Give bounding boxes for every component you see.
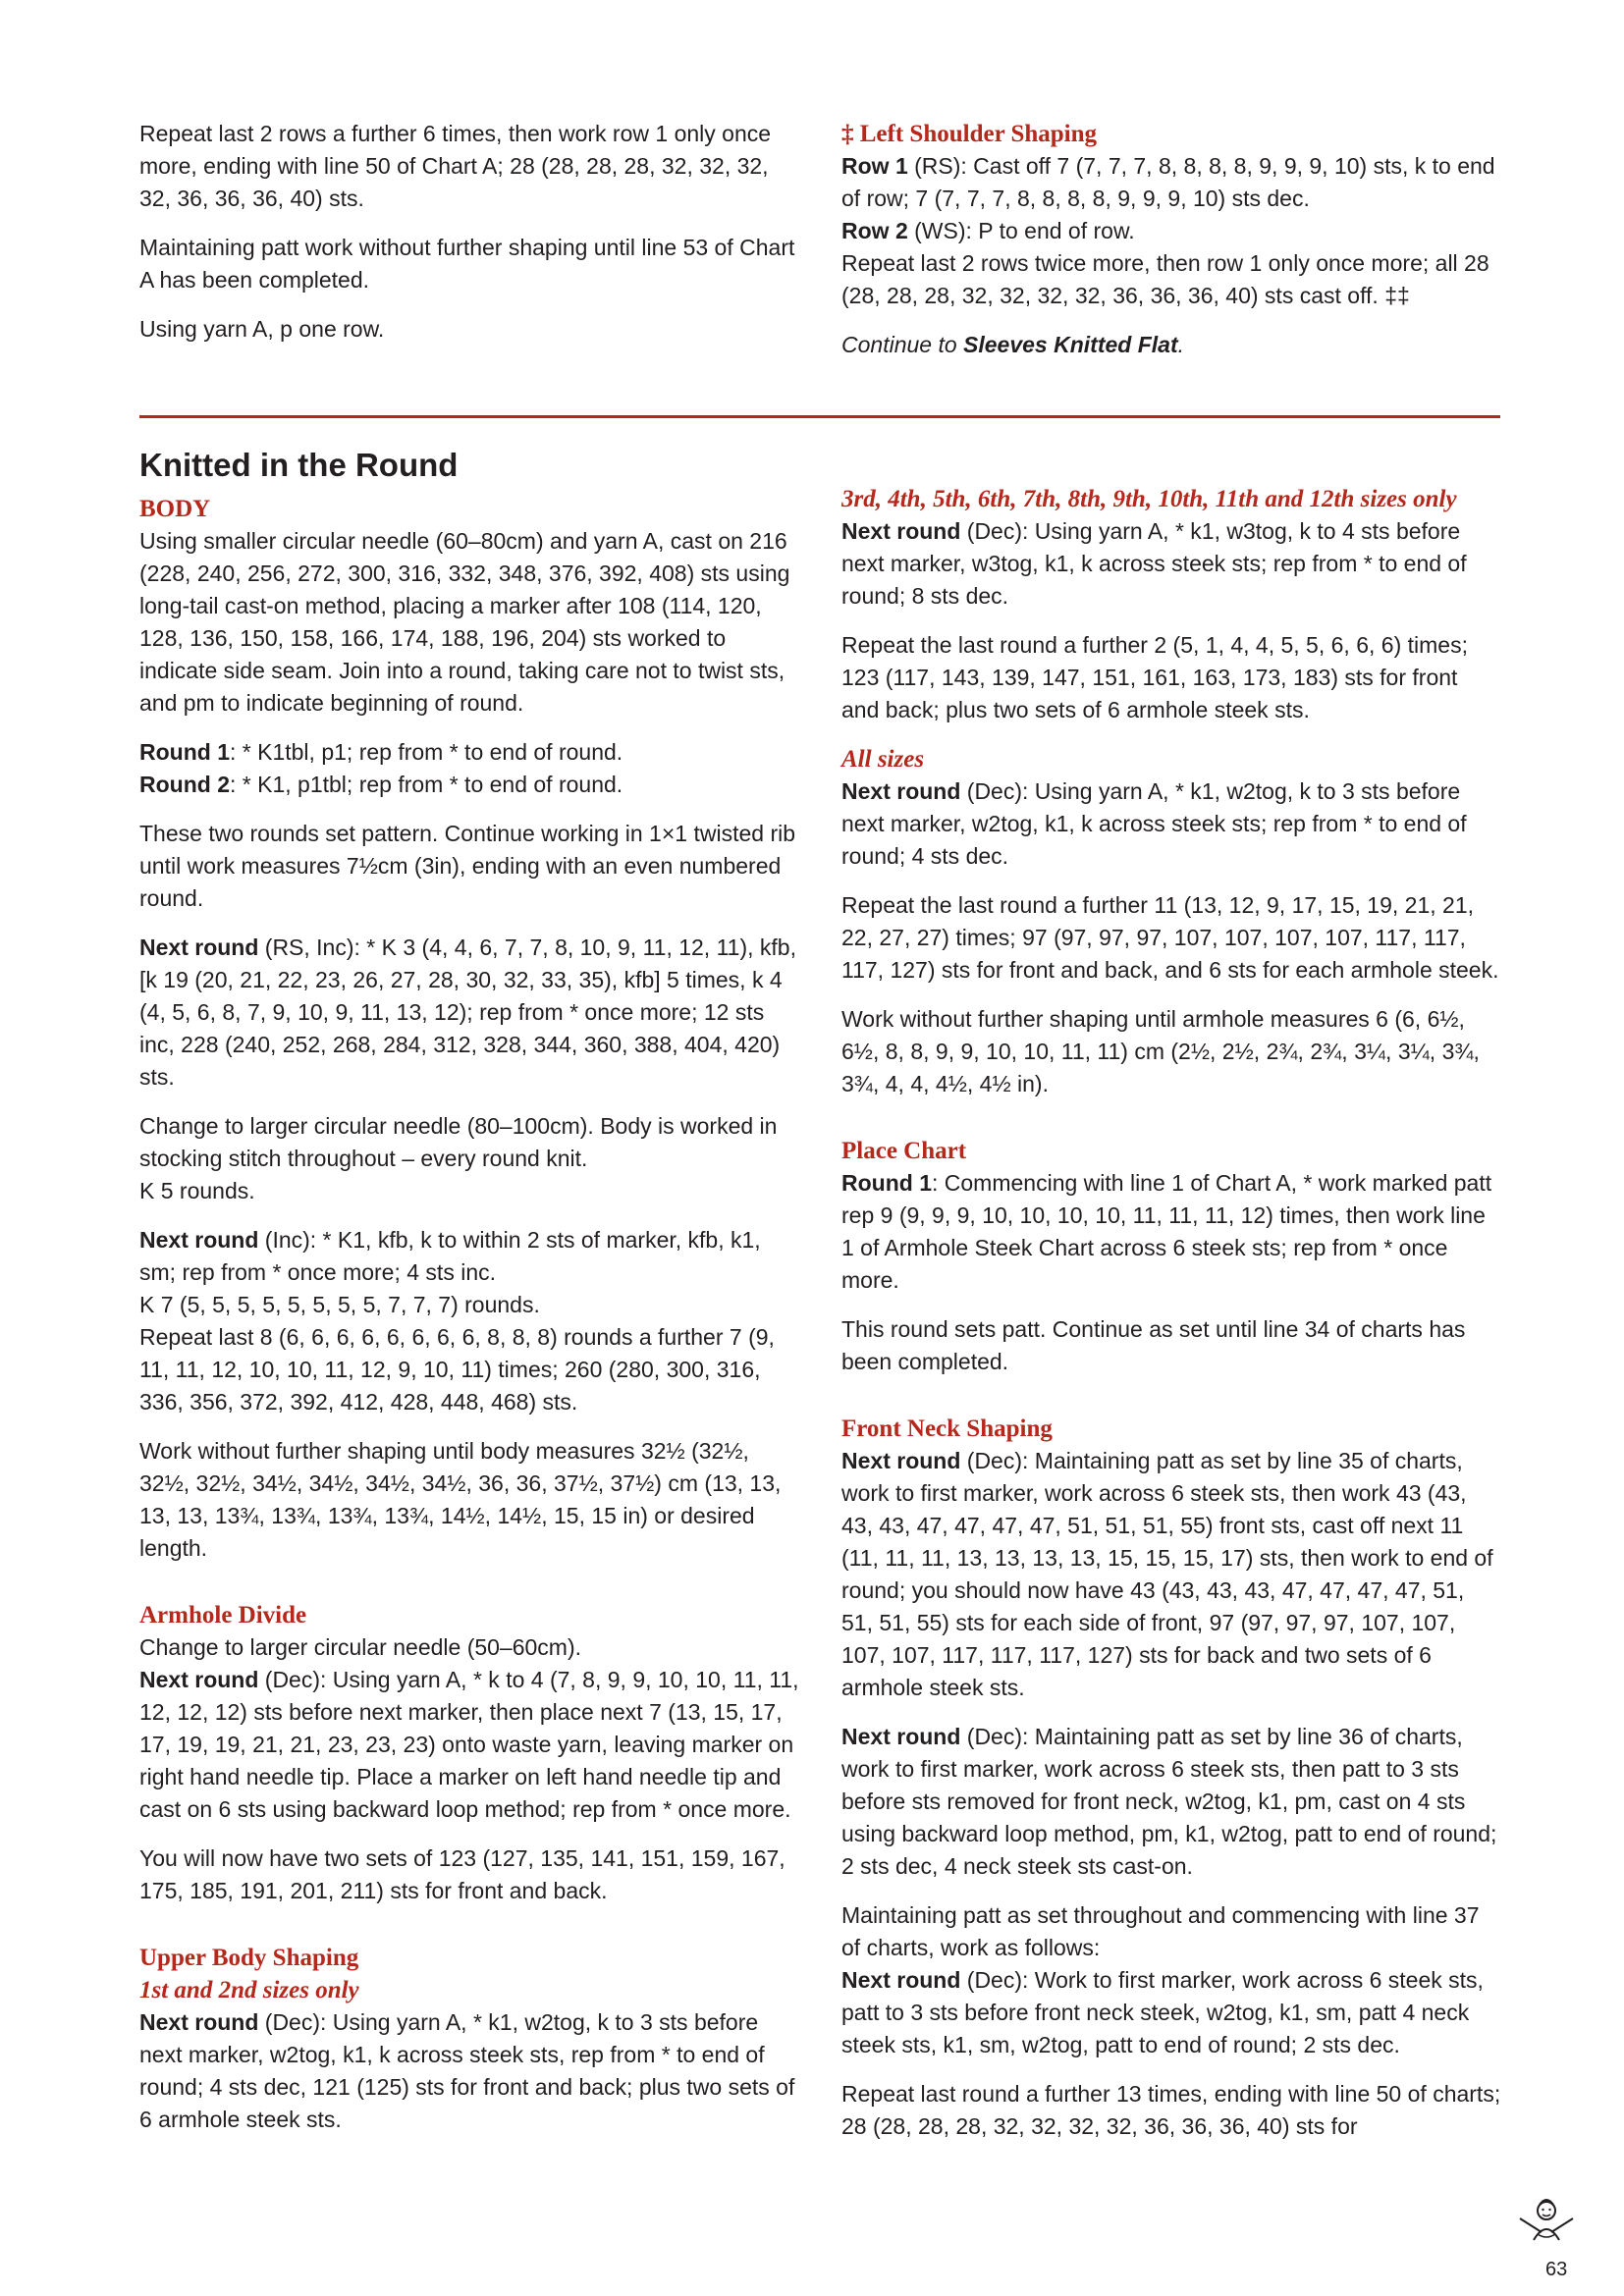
next-round-text: (Dec): Using yarn A, * k1, w2tog, k to 3 sts before next marker, w2tog, k1, k across steek sts; rep from * to end of round; 4 sts dec.	[841, 778, 1467, 869]
continue-link: Sleeves Knitted Flat	[963, 332, 1178, 357]
text: Change to larger circular needle (50–60cm).	[139, 1634, 582, 1660]
place-chart-heading: Place Chart	[841, 1138, 967, 1164]
paragraph: Repeat last 2 rows a further 6 times, then work row 1 only once more, ending with line 50 of Chart A; 28 (28, 28, 28, 32, 32, 32, 32, 36, 36, 36, 40) sts.	[139, 121, 772, 211]
paragraph: This round sets patt. Continue as set until line 34 of charts has been completed.	[841, 1316, 1466, 1374]
paragraph	[139, 1224, 799, 1418]
paragraph	[139, 1110, 799, 1207]
next-round-label: Next round	[841, 1448, 961, 1473]
paragraph	[139, 932, 799, 1094]
left-column	[139, 493, 799, 2153]
body-heading: BODY	[139, 496, 211, 522]
row-text: (WS): P to end of row.	[907, 218, 1135, 243]
paragraph: Repeat the last round a further 2 (5, 1, 4, 4, 5, 5, 6, 6, 6) times; 123 (117, 143, 139, 147, 151, 161, 163, 173, 183) sts for front and back; plus two sets of 6 armhole steek sts.	[841, 632, 1468, 722]
paragraph	[841, 1445, 1501, 1704]
next-round-text: (Dec): Maintaining patt as set by line 36 of charts, work to first marker, work across 6 steek sts, then patt to 3 sts before sts removed for front neck, w2tog, k1, pm, cast on 4 sts using backward loop method, pm, k1, w2tog, patt to end of round; 2 sts dec, 4 neck steek sts cast-on.	[841, 1724, 1497, 1879]
armhole-divide-heading: Armhole Divide	[139, 1602, 307, 1629]
paragraph: Using smaller circular needle (60–80cm) and yarn A, cast on 216 (228, 240, 256, 272, 300, 316, 332, 348, 376, 392, 408) sts using long-tail cast-on method, placing a marker after 108 (114, 120, 128, 136, 150, 158, 166, 174, 188, 196, 204) sts worked to indicate side seam. Join into a round, taking care not to twist sts, and pm to indicate beginning of round.	[139, 528, 790, 716]
paragraph	[841, 515, 1501, 613]
continue-note	[841, 329, 1501, 361]
paragraph: Maintaining patt work without further shaping until line 53 of Chart A has been completed.	[139, 235, 795, 293]
paragraph	[841, 150, 1501, 215]
paragraph	[841, 775, 1501, 873]
paragraph: Repeat last 2 rows twice more, then row 1 only once more; all 28 (28, 28, 28, 32, 32, 32, 32, 36, 36, 36, 40) sts cast off. ‡‡	[841, 250, 1489, 308]
paragraph	[841, 1721, 1501, 1883]
text: Repeat last 8 (6, 6, 6, 6, 6, 6, 6, 6, 8, 8, 8) rounds a further 7 (9, 11, 11, 12, 10, 10, 11, 12, 9, 10, 11) times; 260 (280, 300, 316, 336, 356, 372, 392, 412, 428, 448, 468) sts.	[139, 1324, 775, 1415]
next-round-label: Next round	[139, 2009, 259, 2035]
front-neck-heading: Front Neck Shaping	[841, 1415, 1053, 1442]
sizes-heading: 3rd, 4th, 5th, 6th, 7th, 8th, 9th, 10th, 11th and 12th sizes only	[841, 486, 1457, 512]
top-left-column	[139, 118, 799, 362]
top-right-column	[841, 118, 1501, 378]
paragraph: Repeat the last round a further 11 (13, 12, 9, 17, 15, 19, 21, 21, 22, 27, 27) times; 97 (97, 97, 97, 107, 107, 107, 107, 117, 117, 117, 127) sts for front and back, and 6 sts for each armhole steek.	[841, 892, 1499, 983]
upper-body-heading: Upper Body Shaping	[139, 1945, 359, 1971]
paragraph	[139, 2006, 799, 2136]
continue-prefix: Continue to	[841, 332, 964, 357]
next-round-label: Next round	[139, 934, 259, 960]
paragraph	[841, 1167, 1501, 1297]
round-label: Round 1	[139, 739, 230, 765]
paragraph	[841, 1899, 1501, 2061]
next-round-text: (Dec): Using yarn A, * k1, w3tog, k to 4 sts before next marker, w3tog, k1, k across steek sts; rep from * to end of round; 8 sts dec.	[841, 518, 1467, 609]
text: K 7 (5, 5, 5, 5, 5, 5, 5, 5, 7, 7, 7) rounds.	[139, 1292, 540, 1317]
next-round-text: (Dec): Using yarn A, * k1, w2tog, k to 3 sts before next marker, w2tog, k1, k across steek sts, rep from * to end of round; 4 sts dec, 121 (125) sts for front and back; plus two sets of 6 armhole steek sts.	[139, 2009, 795, 2132]
text: Maintaining patt as set throughout and commencing with line 37 of charts, work as follows:	[841, 1902, 1480, 1960]
row-label: Row 2	[841, 218, 908, 243]
right-column	[841, 483, 1501, 2160]
page-number: 63	[1545, 2259, 1568, 2280]
upper-body-subheading: 1st and 2nd sizes only	[139, 1977, 359, 2003]
section-title: Knitted in the Round	[139, 447, 459, 483]
round-text: : Commencing with line 1 of Chart A, * work marked patt rep 9 (9, 9, 9, 10, 10, 10, 10, 11, 11, 11, 12) times, then work line 1 of Armhole Steek Chart across 6 steek sts; rep from * once more.	[841, 1170, 1492, 1293]
next-round-label: Next round	[841, 1967, 961, 1993]
next-round-text: (Dec): Work to first marker, work across 6 steek sts, patt to 3 sts before front neck steek, w2tog, k1, sm, patt 4 neck steek sts, k1, sm, w2tog, patt to end of round; 2 sts dec.	[841, 1967, 1484, 2057]
paragraph	[841, 215, 1501, 247]
next-round-label: Next round	[841, 1724, 961, 1749]
round-label: Round 1	[841, 1170, 932, 1196]
paragraph: You will now have two sets of 123 (127, 135, 141, 151, 159, 167, 175, 185, 191, 201, 211) sts for front and back.	[139, 1845, 785, 1903]
next-round-text: (Dec): Using yarn A, * k to 4 (7, 8, 9, 9, 10, 10, 11, 11, 12, 12, 12) sts before next marker, then place next 7 (13, 15, 17, 17, 19, 19, 21, 21, 23, 23, 23) onto waste yarn, leaving marker on right hand needle tip. Place a marker on left hand needle tip and cast on 6 sts using backward loop method; rep from * once more.	[139, 1667, 799, 1822]
next-round-label: Next round	[139, 1667, 259, 1692]
round-text: : * K1tbl, p1; rep from * to end of round.	[230, 739, 623, 765]
next-round-label: Next round	[841, 778, 961, 804]
row-text: (RS): Cast off 7 (7, 7, 7, 8, 8, 8, 8, 9, 9, 9, 10) sts, k to end of row; 7 (7, 7, 7, 8, 8, 8, 8, 9, 9, 9, 10) sts dec.	[841, 153, 1495, 211]
section-divider	[139, 415, 1500, 418]
paragraph	[139, 1631, 799, 1826]
next-round-text: (Dec): Maintaining patt as set by line 35 of charts, work to first marker, work across 6 steek sts, then work 43 (43, 43, 43, 47, 47, 47, 47, 51, 51, 51, 55) front sts, cast off next 11 (11, 11, 11, 13, 13, 13, 13, 15, 15, 15, 17) sts, then work to end of round; you should now have 43 (43, 43, 43, 47, 47, 47, 47, 51, 51, 51, 55) sts for each side of front, 97 (97, 97, 97, 107, 107, 107, 107, 117, 117, 117, 127) sts for back and two sets of 6 armhole steek sts.	[841, 1448, 1493, 1700]
row-label: Row 1	[841, 153, 908, 179]
paragraph: Repeat last round a further 13 times, ending with line 50 of charts; 28 (28, 28, 28, 32, 32, 32, 32, 36, 36, 36, 40) sts for	[841, 2081, 1501, 2139]
next-round-label: Next round	[841, 518, 961, 544]
paragraph: Work without further shaping until body measures 32½ (32½, 32½, 32½, 34½, 34½, 34½, 34½, 36, 36, 37½, 37½) cm (13, 13, 13, 13, 13¾, 13¾, 13¾, 13¾, 14½, 14½, 15, 15 in) or desired length.	[139, 1438, 782, 1561]
next-round-text: (Inc): * K1, kfb, k to within 2 sts of marker, kfb, k1, sm; rep from * once more; 4 sts inc.	[139, 1227, 761, 1285]
knitter-logo-icon	[1512, 2191, 1581, 2250]
paragraph: Work without further shaping until armhole measures 6 (6, 6½, 6½, 8, 8, 9, 9, 10, 10, 11, 11) cm (2½, 2½, 2¾, 2¾, 3¼, 3¼, 3¾, 3¾, 4, 4, 4½, 4½ in).	[841, 1006, 1480, 1096]
round-text: : * K1, p1tbl; rep from * to end of round.	[230, 772, 623, 797]
round-label: Round 2	[139, 772, 230, 797]
paragraph: Using yarn A, p one row.	[139, 316, 385, 342]
text: K 5 rounds.	[139, 1178, 255, 1203]
next-round-text: (RS, Inc): * K 3 (4, 4, 6, 7, 7, 8, 10, 9, 11, 12, 11), kfb, [k 19 (20, 21, 22, 23, 26, 27, 28, 30, 32, 33, 35), kfb] 5 times, k 4 (4, 5, 6, 8, 7, 9, 10, 9, 11, 13, 12); rep from * once more; 12 sts inc, 228 (240, 252, 268, 284, 312, 328, 344, 360, 388, 404, 420) sts.	[139, 934, 796, 1090]
all-sizes-heading: All sizes	[841, 746, 925, 773]
paragraph	[139, 736, 799, 801]
next-round-label: Next round	[139, 1227, 259, 1253]
paragraph: These two rounds set pattern. Continue working in 1×1 twisted rib until work measures 7½cm (3in), ending with an even numbered round.	[139, 821, 795, 911]
left-shoulder-heading: ‡ Left Shoulder Shaping	[841, 121, 1098, 147]
text: Change to larger circular needle (80–100cm). Body is worked in stocking stitch throughout – every round knit.	[139, 1113, 778, 1171]
continue-suffix: .	[1177, 332, 1184, 357]
